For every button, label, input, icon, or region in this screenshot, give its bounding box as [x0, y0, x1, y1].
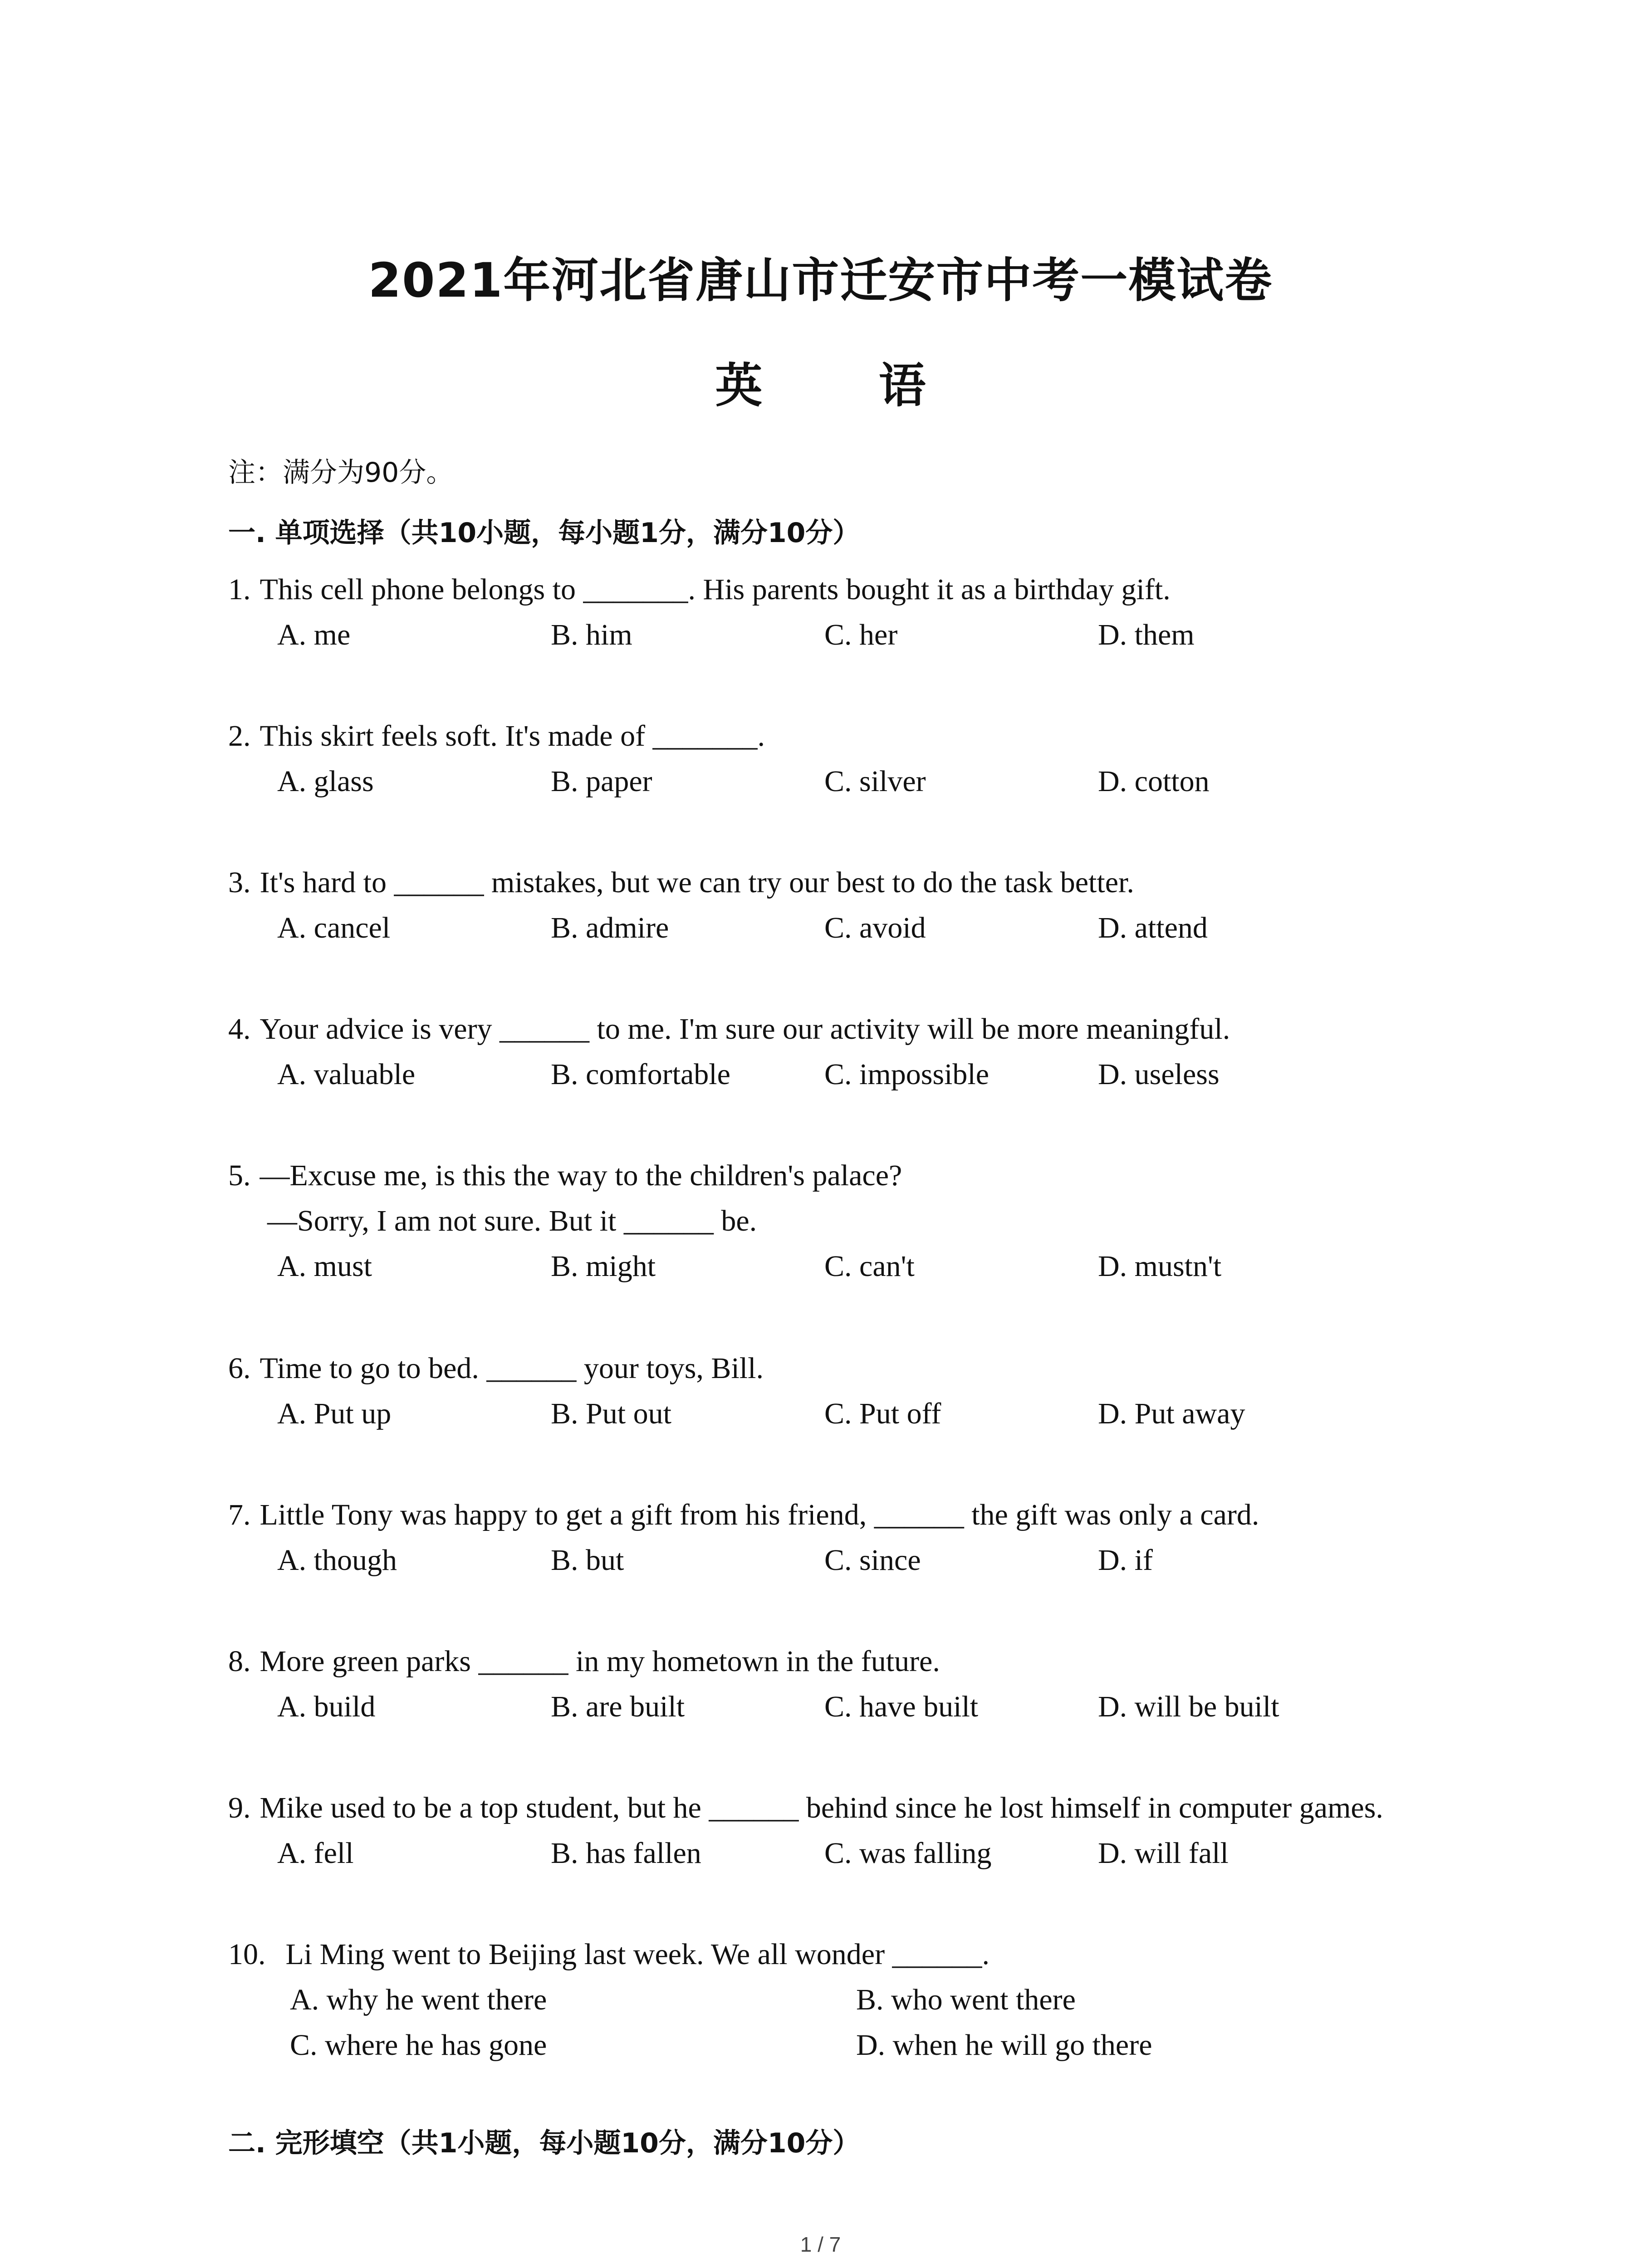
question-6	[228, 1346, 1589, 1437]
option-b: B. are built	[551, 1690, 685, 1723]
question-10	[228, 1932, 1589, 2068]
question-stem: Little Tony was happy to get a gift from his friend, ______ the gift was only a card.	[260, 1498, 1259, 1531]
option-d: D. Put away	[1098, 1397, 1245, 1430]
option-d: D. if	[1098, 1544, 1153, 1577]
option-b: B. but	[551, 1544, 624, 1577]
question-stem: This cell phone belongs to _______. His parents bought it as a birthday gift.	[260, 573, 1171, 606]
option-c: C. have built	[824, 1690, 979, 1723]
question-stem-reply: —Sorry, I am not sure. But it ______ be.	[267, 1204, 757, 1237]
question-1	[228, 567, 1589, 658]
question-2	[228, 714, 1589, 804]
exam-subject: 英 语	[715, 358, 976, 413]
option-a: A. Put up	[277, 1397, 392, 1430]
option-b: B. who went there	[856, 1983, 1076, 2016]
score-note: 注：满分为90分。	[228, 457, 454, 489]
option-c: C. silver	[824, 765, 926, 798]
option-a: A. why he went there	[290, 1983, 547, 2016]
question-3	[228, 860, 1589, 951]
question-number: 3.	[228, 866, 251, 899]
option-d: D. useless	[1098, 1058, 1220, 1091]
question-number: 4.	[228, 1012, 251, 1046]
question-9	[228, 1785, 1589, 1876]
option-b: B. might	[551, 1250, 656, 1283]
option-d: D. mustn't	[1098, 1250, 1222, 1283]
question-number: 10.	[228, 1938, 266, 1971]
option-a: A. fell	[277, 1837, 354, 1870]
question-stem: Li Ming went to Beijing last week. We all wonder ______.	[285, 1938, 990, 1971]
option-d: D. cotton	[1098, 765, 1210, 798]
option-c: C. her	[824, 618, 898, 651]
question-7	[228, 1492, 1589, 1583]
question-number: 2.	[228, 719, 251, 753]
question-5	[228, 1153, 1589, 1289]
question-4	[228, 1007, 1589, 1097]
option-d: D. will fall	[1098, 1837, 1229, 1870]
question-stem: —Excuse me, is this the way to the children's palace?	[260, 1159, 902, 1192]
question-8	[228, 1639, 1589, 1730]
option-a: A. cancel	[277, 911, 391, 944]
question-number: 1.	[228, 573, 251, 606]
question-stem: This skirt feels soft. It's made of _______.	[260, 719, 765, 753]
section-heading-multiple-choice: 一. 单项选择（共10小题，每小题1分，满分10分）	[228, 517, 860, 549]
page-number: 1 / 7	[800, 2233, 841, 2256]
option-a: A. build	[277, 1690, 376, 1723]
option-a: A. glass	[277, 765, 374, 798]
option-d: D. when he will go there	[856, 2028, 1152, 2062]
option-a: A. though	[277, 1544, 397, 1577]
option-b: B. comfortable	[551, 1058, 730, 1091]
option-b: B. Put out	[551, 1397, 671, 1430]
option-a: A. must	[277, 1250, 372, 1283]
question-number: 8.	[228, 1645, 251, 1678]
question-number: 5.	[228, 1159, 251, 1192]
question-stem: It's hard to ______ mistakes, but we can try our best to do the task better.	[260, 866, 1134, 899]
option-c: C. was falling	[824, 1837, 992, 1870]
question-number: 9.	[228, 1791, 251, 1824]
question-stem: Mike used to be a top student, but he ______ behind since he lost himself in computer games.	[260, 1791, 1383, 1824]
question-number: 7.	[228, 1498, 251, 1531]
option-b: B. admire	[551, 911, 669, 944]
option-a: A. me	[277, 618, 351, 651]
option-d: D. attend	[1098, 911, 1208, 944]
option-c: C. can't	[824, 1250, 915, 1283]
question-number: 6.	[228, 1352, 251, 1385]
option-a: A. valuable	[277, 1058, 416, 1091]
option-d: D. will be built	[1098, 1690, 1279, 1723]
option-c: C. since	[824, 1544, 921, 1577]
question-stem: Time to go to bed. ______ your toys, Bill.	[260, 1352, 764, 1385]
option-c: C. where he has gone	[290, 2028, 547, 2062]
option-c: C. avoid	[824, 911, 926, 944]
option-b: B. paper	[551, 765, 652, 798]
question-stem: More green parks ______ in my hometown in the future.	[260, 1645, 940, 1678]
section-heading-cloze: 二. 完形填空（共1小题，每小题10分，满分10分）	[228, 2127, 860, 2159]
option-b: B. him	[551, 618, 632, 651]
option-d: D. them	[1098, 618, 1195, 651]
exam-title: 2021年河北省唐山市迁安市中考一模试卷	[368, 253, 1273, 308]
option-b: B. has fallen	[551, 1837, 701, 1870]
option-c: C. impossible	[824, 1058, 989, 1091]
option-c: C. Put off	[824, 1397, 941, 1430]
question-stem: Your advice is very ______ to me. I'm sure our activity will be more meaningful.	[260, 1012, 1230, 1046]
